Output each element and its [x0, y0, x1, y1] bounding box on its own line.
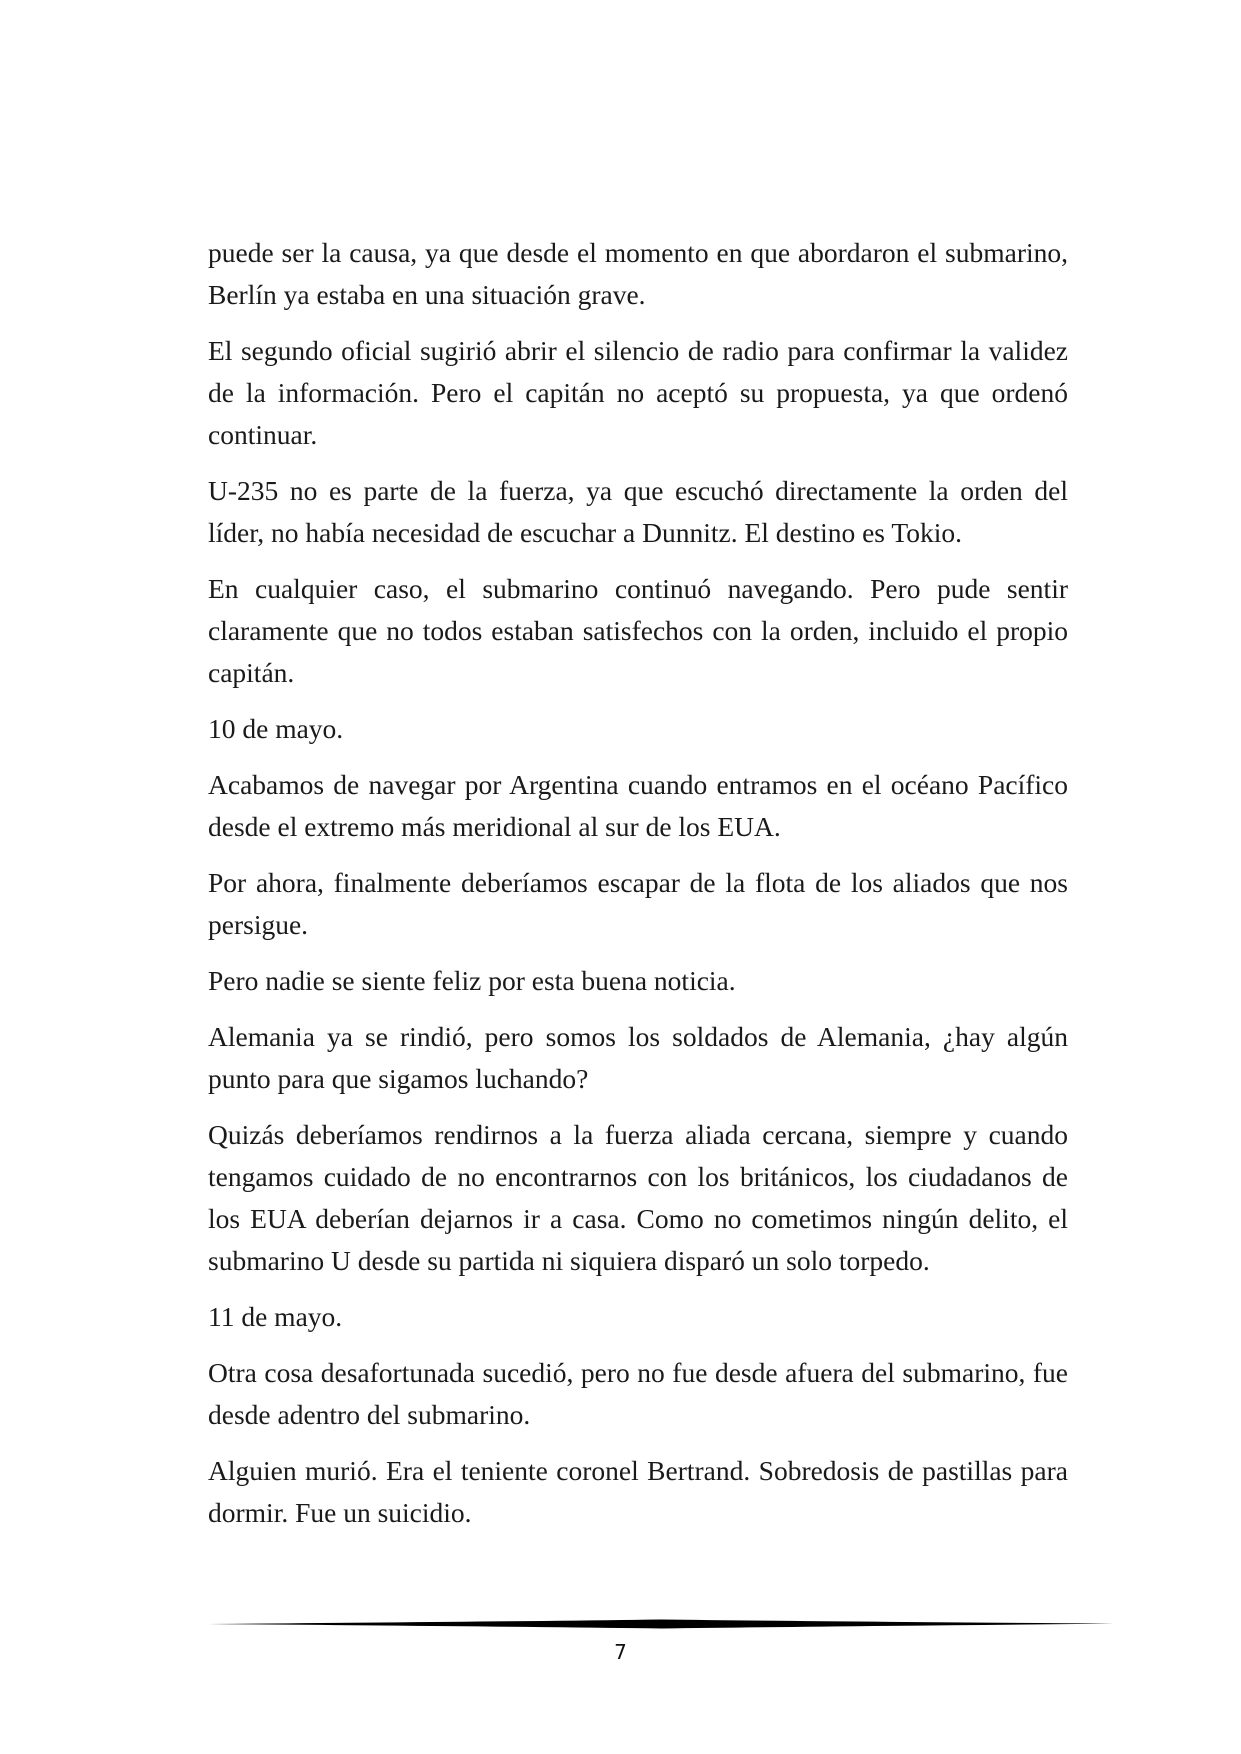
date-heading: 11 de mayo.	[208, 1301, 343, 1332]
page-number: 7	[614, 1640, 627, 1664]
paragraph: Acabamos de navegar por Argentina cuando entramos en el océano Pacífico desde el extremo más meridional al sur de los EUA.	[208, 769, 1068, 842]
paragraph: Pero nadie se siente feliz por esta buena noticia.	[208, 965, 736, 996]
page-body	[208, 232, 1068, 1548]
paragraph: Alguien murió. Era el teniente coronel Bertrand. Sobredosis de pastillas para dormir. Fue un suicidio.	[208, 1455, 1068, 1528]
paragraph: puede ser la causa, ya que desde el momento en que abordaron el submarino, Berlín ya estaba en una situación grave.	[208, 237, 1068, 310]
footer-rule-shape	[208, 1620, 1114, 1629]
paragraph: Por ahora, finalmente deberíamos escapar de la flota de los aliados que nos persigue.	[208, 867, 1068, 940]
footer-rule	[208, 1618, 1114, 1630]
paragraph: Alemania ya se rindió, pero somos los soldados de Alemania, ¿hay algún punto para que sigamos luchando?	[208, 1021, 1068, 1094]
paragraph: U-235 no es parte de la fuerza, ya que escuchó directamente la orden del líder, no había necesidad de escuchar a Dunnitz. El destino es Tokio.	[208, 475, 1068, 548]
paragraph: En cualquier caso, el submarino continuó navegando. Pero pude sentir claramente que no todos estaban satisfechos con la orden, incluido el propio capitán.	[208, 573, 1068, 688]
paragraph: Quizás deberíamos rendirnos a la fuerza aliada cercana, siempre y cuando tengamos cuidado de no encontrarnos con los británicos, los ciudadanos de los EUA deberían dejarnos ir a casa. Como no cometimos ningún delito, el submarino U desde su partida ni siquiera disparó un solo torpedo.	[208, 1119, 1068, 1276]
date-heading: 10 de mayo.	[208, 713, 344, 744]
paragraph: Otra cosa desafortunada sucedió, pero no fue desde afuera del submarino, fue desde adentro del submarino.	[208, 1357, 1068, 1430]
paragraph: El segundo oficial sugirió abrir el silencio de radio para confirmar la validez de la información. Pero el capitán no aceptó su propuesta, ya que ordenó continuar.	[208, 335, 1068, 450]
